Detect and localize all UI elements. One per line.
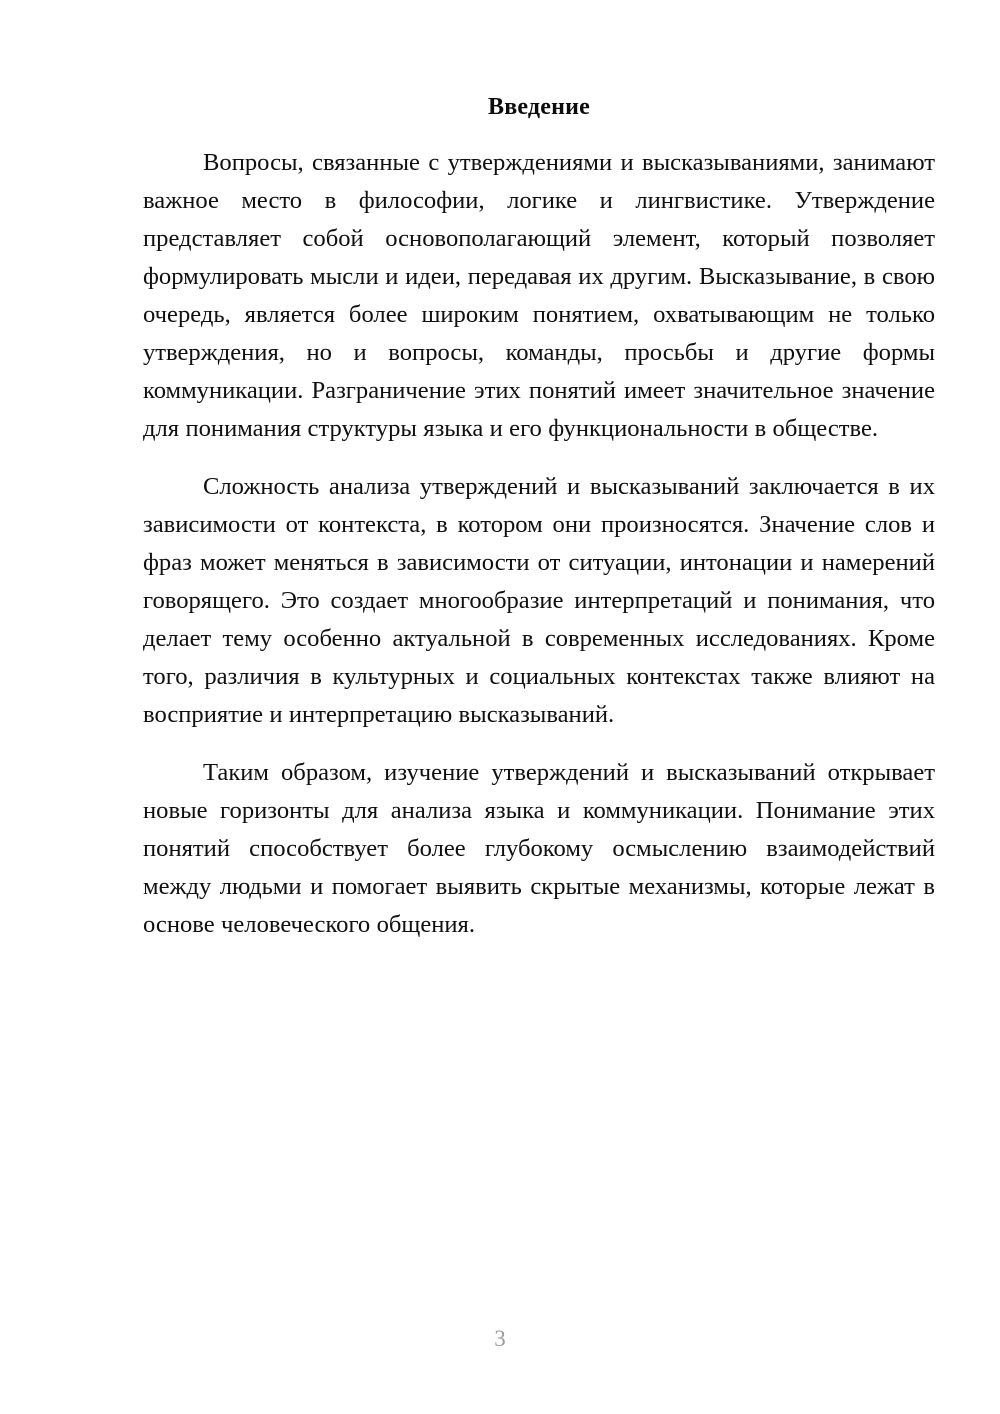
body-paragraph-3: Таким образом, изучение утверждений и высказываний открывает новые горизонты для анализа языка и коммуникации. Понимание этих понятий способствует более глубокому осмыслению взаимодействий между людьми и помогает выявить скрытые механизмы, которые лежат в основе человеческого общения. xyxy=(143,759,935,938)
page-number: 3 xyxy=(494,1326,506,1351)
page-content xyxy=(143,92,935,944)
body-paragraph-2: Сложность анализа утверждений и высказываний заключается в их зависимости от контекста, в котором они произносятся. Значение слов и фраз может меняться в зависимости от ситуации, интонации и намерений говорящего. Это создает многообразие интерпретаций и понимания, что делает тему особенно актуальной в современных исследованиях. Кроме того, различия в культурных и социальных контекстах также влияют на восприятие и интерпретацию высказываний. xyxy=(143,473,935,728)
page-title: Введение xyxy=(487,94,590,120)
body-paragraph-1: Вопросы, связанные с утверждениями и высказываниями, занимают важное место в философии, логике и лингвистике. Утверждение представляет собой основополагающий элемент, который позволяет формулировать мысли и идеи, передавая их другим. Высказывание, в свою очередь, является более широким понятием, охватывающим не только утверждения, но и вопросы, команды, просьбы и другие формы коммуникации. Разграничение этих понятий имеет значительное значение для понимания структуры языка и его функциональности в обществе. xyxy=(143,149,935,442)
